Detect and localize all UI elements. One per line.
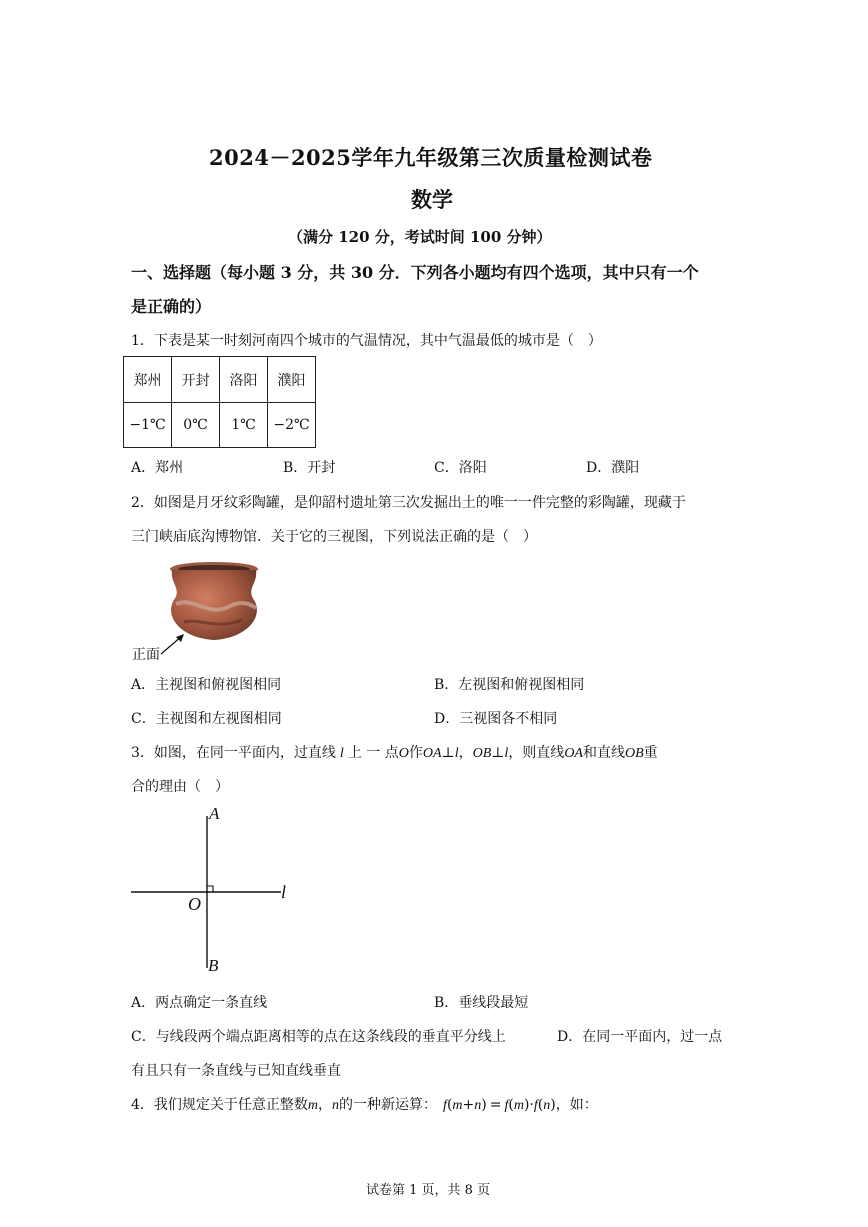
q4-var: n — [332, 1098, 340, 1113]
q1-option-a: A．郑州 — [131, 460, 184, 476]
q4-sym: ( — [508, 1097, 514, 1113]
q4-text: ， — [318, 1097, 333, 1113]
q4-var: m — [307, 1098, 319, 1113]
exam-title: 2024－2025学年九年级第三次质量检测试卷 — [209, 145, 653, 170]
q4-sym: = — [489, 1097, 502, 1113]
q3-var: OB — [624, 746, 644, 761]
q3-text: 重 — [643, 745, 658, 761]
q1-option-d: D．濮阳 — [586, 460, 640, 476]
exam-note: （满分 120 分，考试时间 100 分钟） — [288, 228, 552, 246]
q4-sym: ) — [481, 1097, 487, 1113]
q3-var: l — [339, 746, 344, 761]
q3-text: 上 一 点 — [347, 745, 399, 761]
q4-text: ，如： — [555, 1097, 598, 1113]
q3-option-a: A．两点确定一条直线 — [131, 995, 268, 1011]
q3-option-c: C．与线段两个端点距离相等的点在这条线段的垂直平分线上 — [131, 1029, 506, 1045]
label-l: l — [281, 882, 287, 902]
q3-perp: ⊥ — [491, 745, 505, 761]
q3-var: OA — [422, 746, 442, 761]
q3-text: 和直线 — [582, 745, 625, 761]
q3-var: OA — [564, 746, 583, 761]
section-heading-line1: 一、选择题（每小题 3 分，共 30 分．下列各小题均有四个选项，其中只有一个 — [131, 263, 699, 282]
q1-option-c: C．洛阳 — [434, 460, 487, 476]
q4-var: n — [474, 1098, 482, 1113]
q3-option-d: D．在同一平面内，过一点 — [557, 1029, 723, 1045]
q4-sym: ( — [446, 1097, 453, 1113]
q3-text: ， — [458, 745, 473, 761]
q2-stem-line2: 三门峡庙底沟博物馆．关于它的三视图，下列说法正确的是（ ） — [131, 529, 537, 545]
label-o: O — [188, 894, 201, 914]
q3-text: ，则直线 — [508, 745, 565, 761]
table-cell-city: 郑州 — [124, 357, 172, 403]
q2-option-b: B．左视图和俯视图相同 — [434, 677, 585, 693]
q2-stem-line1: 2．如图是月牙纹彩陶罐，是仰韶村遗址第三次发掘出土的唯一一件完整的彩陶罐，现藏于 — [131, 495, 686, 511]
page-footer: 试卷第 1 页，共 8 页 — [366, 1183, 491, 1198]
q4-var: f — [533, 1098, 538, 1113]
q3-var: O — [398, 746, 409, 761]
q3-stem-line1 — [131, 742, 658, 762]
q3-option-d-cont: 有且只有一条直线与已知直线垂直 — [131, 1063, 341, 1079]
q4-text: 4．我们规定关于任意正整数 — [131, 1097, 308, 1113]
q4-sym: ( — [537, 1097, 544, 1113]
q4-var: f — [443, 1098, 447, 1113]
arrow-icon — [158, 630, 188, 656]
table-cell-city: 洛阳 — [220, 357, 268, 403]
q2-option-c: C．主视图和左视图相同 — [131, 711, 282, 727]
table-cell-temp: 0℃ — [172, 403, 220, 448]
q4-var: m — [452, 1098, 463, 1113]
q1-option-b: B．开封 — [283, 460, 336, 476]
q3-stem-line2: 合的理由（ ） — [131, 779, 229, 795]
label-b: B — [208, 956, 219, 975]
q3-text: 3．如图，在同一平面内，过直线 — [131, 745, 336, 761]
q3-text: 作 — [408, 745, 423, 761]
q3-perp: ⊥ — [441, 745, 455, 761]
temperature-table — [123, 356, 316, 448]
table-cell-city: 开封 — [172, 357, 220, 403]
q4-sym: · — [529, 1097, 534, 1113]
front-label: 正面 — [132, 647, 160, 663]
q4-var: n — [543, 1098, 551, 1113]
q2-option-d: D．三视图各不相同 — [434, 711, 558, 727]
table-cell-temp: −1℃ — [124, 403, 172, 448]
table-cell-temp: −2℃ — [268, 403, 316, 448]
q2-option-a: A．主视图和俯视图相同 — [131, 677, 282, 693]
q4-sym: + — [462, 1097, 475, 1113]
q4-var: f — [504, 1098, 509, 1113]
q4-text: 的一种新运算： — [339, 1097, 438, 1113]
perpendicular-lines-figure — [125, 802, 305, 982]
q3-var: OB — [472, 746, 492, 761]
table-cell-city: 濮阳 — [268, 357, 316, 403]
q4-var: m — [513, 1098, 524, 1113]
q3-option-b: B．垂线段最短 — [434, 995, 529, 1011]
q4-stem — [131, 1094, 598, 1114]
table-cell-temp: 1℃ — [220, 403, 268, 448]
q3-var: l — [454, 746, 459, 761]
q4-sym: ) — [523, 1097, 530, 1113]
label-a: A — [209, 804, 220, 823]
q4-sym: ) — [550, 1097, 556, 1113]
q1-stem: 1．下表是某一时刻河南四个城市的气温情况，其中气温最低的城市是（ ） — [131, 333, 602, 349]
section-heading-line2: 是正确的） — [131, 297, 212, 316]
subject-title: 数学 — [411, 187, 453, 212]
q3-var: l — [504, 746, 509, 761]
